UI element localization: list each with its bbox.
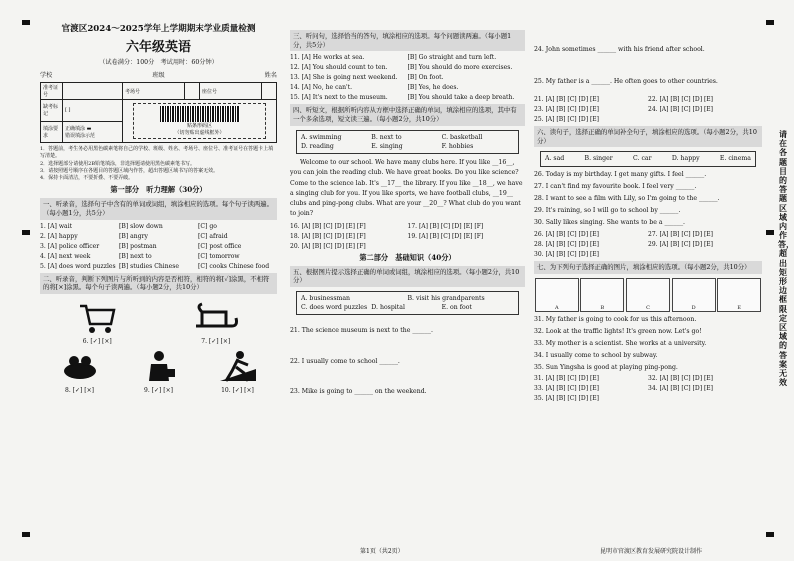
absent-label: 缺考标记: [41, 100, 63, 122]
pic-6: [77, 300, 117, 345]
picture-c: C: [626, 278, 670, 312]
answer-row[interactable]: 15. [A] It's next to the museum. [B] You should take a deep breath.: [290, 94, 515, 102]
section-4-answers: [290, 223, 525, 250]
picture-b: B: [580, 278, 624, 312]
sled-icon: [192, 300, 240, 334]
answer-row[interactable]: 26. [A] [B] [C] [D] [E] 27. [A] [B] [C] [D] [E]: [534, 231, 714, 239]
section-7-pictures: [534, 278, 762, 312]
wrong-fill: 错误填涂示范: [65, 132, 96, 139]
word-box-4: A. swimming B. next to C. basketball D. reading E. singing F. hobbies: [296, 130, 519, 155]
pic-6-options[interactable]: 6. [✓] [×]: [82, 337, 112, 345]
column-3: [534, 22, 762, 543]
exam-info: （试卷满分：100分 考试用时：60分钟）: [99, 59, 218, 66]
pic-9: [139, 349, 179, 394]
room-label: 考场号: [123, 83, 185, 100]
exam-id-label: 准考证号: [41, 83, 63, 100]
businessman-icon: [139, 349, 179, 383]
question-21: 21. The science museum is next to the ______.: [290, 327, 433, 335]
answer-row[interactable]: 4. [A] next week [B] next to [C] tomorrow: [40, 252, 240, 260]
section-2-heading: 二、听录音，判断下列图片与所听到的内容是否相符，相符的将[✓]涂黑，不相符的将[×]涂黑。每个句子读两遍。（每小题2分，共10分）: [40, 273, 277, 294]
question-26: 26. Today is my birthday. I get many gifts. I feel ______.: [534, 170, 707, 178]
barcode-label: 贴条形码区: [186, 123, 212, 129]
answer-row[interactable]: 25. [A] [B] [C] [D] [E]: [534, 116, 600, 124]
answer-row[interactable]: 20. [A] [B] [C] [D] [E] [F]: [290, 242, 366, 250]
barcode-note: （切勿贴出虚线框外）: [174, 130, 225, 136]
pic-7-options[interactable]: 7. [✓] [×]: [201, 337, 231, 345]
side-notice: 请在各题目的答题区域内作答，超出矩形边框限定区域的答案无效: [778, 129, 794, 388]
question-25: 25. My father is a ______. He often goes to other countries.: [534, 78, 718, 86]
question-32: 32. Look at the traffic lights! It's green now. Let's go!: [534, 327, 702, 335]
shopping-cart-icon: [77, 300, 117, 334]
question-23: 23. Mike is going to ______ on the weekend.: [290, 387, 427, 395]
section-7-heading: 七、为下列句子选择正确的图片，填涂相应的选项。（每小题2分，共10分）: [534, 261, 762, 274]
seat-box[interactable]: [261, 83, 276, 100]
answer-row[interactable]: 31. [A] [B] [C] [D] [E] 32. [A] [B] [C] [D] [E]: [534, 374, 714, 382]
question-24: 24. John sometimes ______ with his friend after school.: [534, 46, 705, 53]
seat-label: 座位号: [199, 83, 261, 100]
note-1: 1．答题前，考生务必用黑色碳素笔将自己的学校、班级、姓名、考场号、座位号、准考证号在答题卡上填写清楚。: [40, 146, 274, 160]
section-3-heading: 三、听问句，选择恰当的答句，填涂相应的选项。每个问题读两遍。（每小题1分，共5分）: [290, 30, 525, 51]
listening-passage: Welcome to our school. We have many clubs here. If you like __16__, you can join the reading club. We have great books. Do you like science? Come to the science lab. It's __17__ the library. If you like __18__, we have a singing club for you. If you like sports, we have football clubs, __19__ clubs and ping-pong clubs. What are your __20__? What club do you want to join?: [290, 159, 523, 218]
question-33: 33. My mother is a scientist. She works at a university.: [534, 339, 707, 347]
section-7-answers: [534, 375, 762, 402]
section-5-heading: 五、根据图片提示选择正确的单词或词组，填涂相应的选项。（每小题2分，共10分）: [290, 266, 525, 287]
answer-row[interactable]: 14. [A] No, he can't. [B] Yes, he does.: [290, 84, 459, 92]
section-6-heading: 六、读句子，选择正确的单词补全句子，填涂相应的选项。（每小题2分，共10分）: [534, 126, 762, 147]
answer-row[interactable]: 35. [A] [B] [C] [D] [E]: [534, 394, 600, 402]
barcode-area: [123, 100, 277, 143]
question-27: 27. I can't find my favourite book. I feel very ______.: [534, 182, 697, 190]
correct-fill: 正确填涂: [65, 125, 86, 132]
pic-7: [192, 300, 240, 345]
pic-8: [60, 349, 100, 394]
pic-8-options[interactable]: 8. [✓] [×]: [65, 386, 94, 394]
question-28: 28. I want to see a film with Lily, so I'm going to the ______.: [534, 194, 720, 202]
class-field[interactable]: 班级: [152, 72, 165, 79]
answer-row[interactable]: 1. [A] wait [B] slow down [C] go: [40, 222, 217, 230]
student-fields: [40, 70, 277, 79]
exam-subtitle: 六年级英语: [125, 40, 191, 55]
notes: [40, 146, 277, 182]
pic-10-options[interactable]: 10. [✓] [×]: [221, 386, 254, 394]
word-box-5: A. businessman B. visit his grandparents C. does word puzzles D. hospital E. on foot: [296, 291, 519, 316]
answer-row[interactable]: 12. [A] You should count to ten. [B] You should do more exercises.: [290, 64, 513, 72]
answer-row[interactable]: 16. [A] [B] [C] [D] [E] [F] 17. [A] [B] [C] [D] [E] [F]: [290, 222, 484, 230]
column-2: [290, 22, 525, 543]
barcode-icon: [160, 106, 240, 122]
picture-a: A: [535, 278, 579, 312]
answer-row[interactable]: 5. [A] does word puzzles [B] studies Chinese [C] cooks Chinese food: [40, 262, 270, 270]
page-number: 第1页（共2页）: [360, 548, 404, 555]
question-31: 31. My father is going to cook for us this afternoon.: [534, 315, 697, 323]
section-1-heading: 一、听录音，选择句子中含有的单词或词组，填涂相应的选项。每个句子读两遍。（每小题1分，共5分）: [40, 198, 277, 219]
id-table: 准考证号 考场号 座位号 缺考标记 [ ] 贴条形码区 （切勿贴出虚线框外） 填涂要求 正确填涂 ▬ 错误填涂示范: [40, 82, 277, 143]
note-2: 2．选择题部分请使用2B铅笔填涂，非选择题请使用黑色碳素笔书写。: [40, 160, 196, 167]
picture-d: D: [672, 278, 716, 312]
answer-row[interactable]: 2. [A] happy [B] angry [C] afraid: [40, 232, 228, 240]
part1-title: 第一部分 听力理解（30分）: [110, 185, 207, 195]
school-field[interactable]: 学校: [40, 72, 53, 79]
pics-row-2: [40, 349, 277, 394]
answer-row[interactable]: 18. [A] [B] [C] [D] [E] [F] 19. [A] [B] [C] [D] [E] [F]: [290, 232, 484, 240]
question-30: 30. Sally likes singing. She wants to be a ______.: [534, 218, 686, 226]
section-1-rows: [40, 223, 277, 270]
question-29: 29. It's raining, so I will go to school by ______.: [534, 206, 681, 214]
part2-title: 第二部分 基础知识（40分）: [359, 252, 456, 262]
sushi-icon: [60, 349, 100, 383]
pics-row-1: [40, 300, 277, 345]
answer-row[interactable]: 13. [A] She is going next weekend. [B] On foot.: [290, 74, 444, 82]
pic-10: [218, 349, 258, 394]
answer-row[interactable]: 11. [A] He works at sea. [B] Go straight and turn left.: [290, 54, 497, 62]
question-35: 35. Sun Yingsha is good at playing ping-pong.: [534, 363, 678, 371]
answer-row[interactable]: 33. [A] [B] [C] [D] [E] 34. [A] [B] [C] [D] [E]: [534, 384, 714, 392]
answer-row[interactable]: 30. [A] [B] [C] [D] [E]: [534, 251, 600, 259]
note-4: 4．保持卡面清洁，不要折叠、不要弄破。: [40, 175, 134, 181]
fill-rule-label: 填涂要求: [41, 121, 63, 143]
name-field[interactable]: 姓名: [264, 72, 277, 79]
section-4-heading: 四、听短文，根据所听内容从方框中选择正确的单词，填涂相应的选项，其中有一个多余选项，短文读三遍。（每小题2分，共10分）: [290, 104, 525, 125]
answer-row[interactable]: 23. [A] [B] [C] [D] [E] 24. [A] [B] [C] [D] [E]: [534, 106, 714, 114]
pic-9-options[interactable]: 9. [✓] [×]: [144, 386, 173, 394]
answer-row[interactable]: 3. [A] police officer [B] postman [C] post office: [40, 242, 242, 250]
section-6-answers: [534, 231, 762, 258]
footer-org: 昆明市官渡区教育发展研究院设计制作: [600, 548, 703, 555]
note-3: 3．请按照题号顺序在各题目的答题区域内作答，超出答题区域书写的答案无效。: [40, 167, 219, 174]
hiker-icon: [218, 349, 258, 383]
section-3-rows: [290, 54, 525, 101]
section-5-answers: [534, 96, 762, 123]
answer-row[interactable]: 21. [A] [B] [C] [D] [E] 22. [A] [B] [C] [D] [E]: [534, 96, 714, 104]
exam-id-box[interactable]: [63, 83, 123, 100]
word-box-6: A. sad B. singer C. car D. happy E. cinema: [540, 151, 756, 166]
column-1: [40, 22, 277, 543]
exam-title: 官渡区2024～2025学年上学期期末学业质量检测: [61, 24, 256, 34]
question-34: 34. I usually come to school by subway.: [534, 351, 658, 359]
absent-box[interactable]: [ ]: [63, 100, 123, 122]
room-box[interactable]: [184, 83, 199, 100]
question-22: 22. I usually come to school ______.: [290, 357, 400, 365]
picture-e: E: [717, 278, 761, 312]
answer-row[interactable]: 28. [A] [B] [C] [D] [E] 29. [A] [B] [C] [D] [E]: [534, 241, 714, 249]
